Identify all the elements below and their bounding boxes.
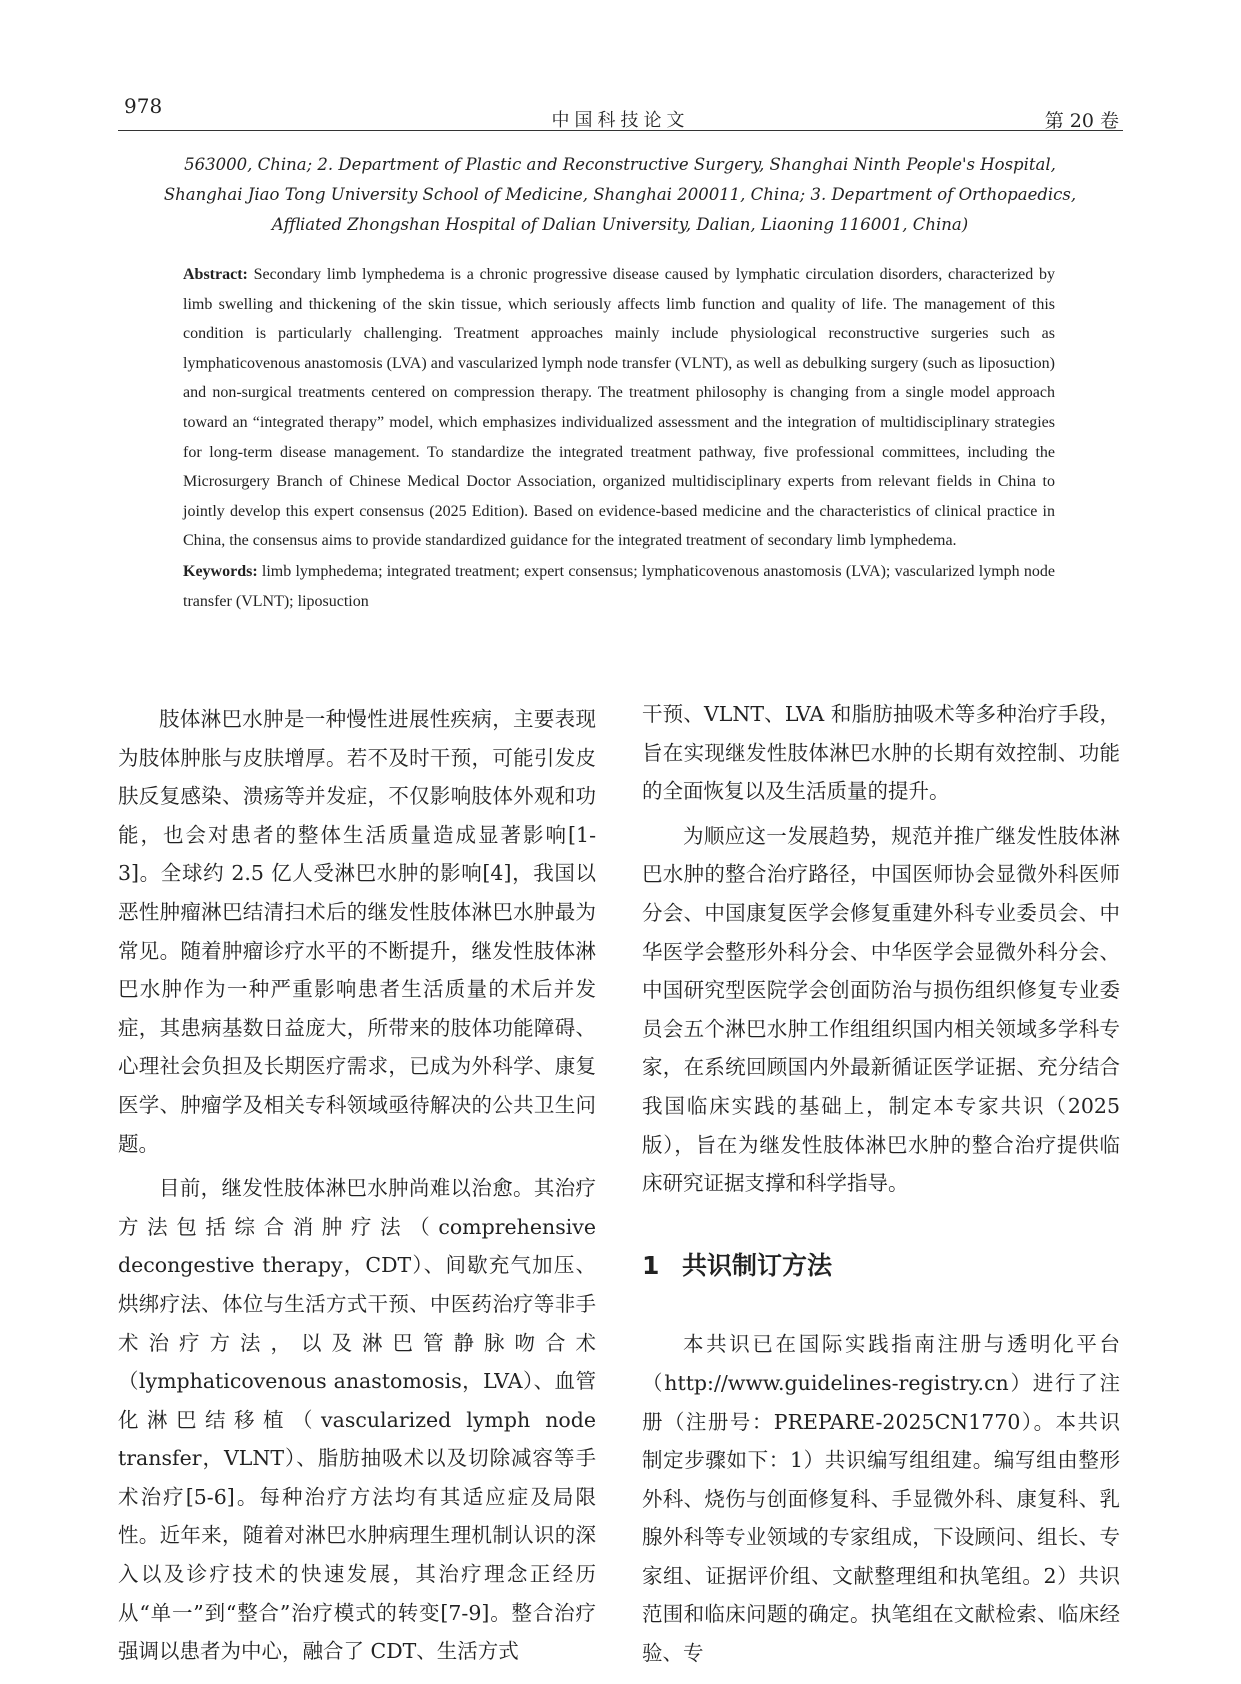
affiliation-line: 563000, China; 2. Department of Plastic and Reconstructive Surgery, Shanghai Ninth People's Hospital, xyxy=(184,155,1056,174)
abstract-label: Abstract: xyxy=(183,266,248,283)
body-paragraph: 为顺应这一发展趋势，规范并推广继发性肢体淋巴水肿的整合治疗路径，中国医师协会显微外科医师分会、中国康复医学会修复重建外科专业委员会、中华医学会整形外科分会、中华医学会显微外科分会、中国研究型医院学会创面防治与损伤组织修复专业委员会五个淋巴水肿工作组组织国内相关领域多学科专家，在系统回顾国内外最新循证医学证据、充分结合我国临床实践的基础上，制定本专家共识（2025 版），旨在为继发性肢体淋巴水肿的整合治疗提供临床研究证据支撑和科学指导。 xyxy=(642,823,1120,1196)
page-number: 978 xyxy=(124,94,163,118)
left-column xyxy=(118,700,596,1671)
affiliation-line: Shanghai Jiao Tong University School of Medicine, Shanghai 200011, China; 3. Department of Orthopaedics, xyxy=(163,185,1077,204)
body-paragraph-continued: 干预、VLNT、LVA 和脂肪抽吸术等多种治疗手段，旨在实现继发性肢体淋巴水肿的长期有效控制、功能的全面恢复以及生活质量的提升。 xyxy=(642,702,1120,804)
body-paragraph: 目前，继发性肢体淋巴水肿尚难以治愈。其治疗方法包括综合消肿疗法（comprehensive decongestive therapy，CDT）、间歇充气加压、烘绑疗法、体位与生活方式干预、中医药治疗等非手术治疗方法，以及淋巴管静脉吻合术（lymphaticovenous anastomosis，LVA）、血管化淋巴结移植（vascularized lymph node transfer，VLNT）、脂肪抽吸术以及切除减容等手术治疗[5-6]。每种治疗方法均有其适应症及局限性。近年来，随着对淋巴水肿病理生理机制认识的深入以及诊疗技术的快速发展，其治疗理念正经历从“单一”到“整合”治疗模式的转变[7-9]。整合治疗强调以患者为中心，融合了 CDT、生活方式 xyxy=(118,1176,596,1664)
right-column xyxy=(642,695,1120,1673)
volume-label: 第 20 卷 xyxy=(1044,110,1119,132)
abstract-paragraph xyxy=(183,260,1055,556)
english-abstract xyxy=(183,260,1055,616)
section-number: 1 xyxy=(642,1250,660,1280)
abstract-text: Secondary limb lymphedema is a chronic progressive disease caused by lymphatic circulation disorders, characterized by limb swelling and thickening of the skin tissue, which seriously affects limb function and quality of life. The management of this condition is particularly challenging. Treatment approaches mainly include physiological reconstructive surgeries such as lymphaticovenous anastomosis (LVA) and vascularized lymph node transfer (VLNT), as well as debulking surgery (such as liposuction) and non-surgical treatments centered on compression therapy. The treatment philosophy is changing from a single model approach toward an “integrated therapy” model, which emphasizes individualized assessment and the integration of multidisciplinary strategies for long-term disease management. To standardize the integrated treatment pathway, five professional committees, including the Microsurgery Branch of Chinese Medical Doctor Association, organized multidisciplinary experts from relevant fields in China to jointly develop this expert consensus (2025 Edition). Based on evidence-based medicine and the characteristics of clinical practice in China, the consensus aims to provide standardized guidance for the integrated treatment of secondary limb lymphedema. xyxy=(183,266,1055,550)
body-paragraph: 肢体淋巴水肿是一种慢性进展性疾病，主要表现为肢体肿胀与皮肤增厚。若不及时干预，可能引发皮肤反复感染、溃疡等并发症，不仅影响肢体外观和功能，也会对患者的整体生活质量造成显著影响[1-3]。全球约 2.5 亿人受淋巴水肿的影响[4]，我国以恶性肿瘤淋巴结清扫术后的继发性肢体淋巴水肿最为常见。随着肿瘤诊疗水平的不断提升，继发性肢体淋巴水肿作为一种严重影响患者生活质量的术后并发症，其患病基数日益庞大，所带来的肢体功能障碍、心理社会负担及长期医疗需求，已成为外科学、康复医学、肿瘤学及相关专科领域亟待解决的公共卫生问题。 xyxy=(118,707,596,1156)
affiliations xyxy=(150,150,1090,240)
keywords-text: limb lymphedema; integrated treatment; expert consensus; lymphaticovenous anastomosis (LVA); vascularized lymph node transfer (VLNT); liposuction xyxy=(183,562,1055,610)
running-header xyxy=(118,90,1123,131)
journal-title: 中国科技论文 xyxy=(551,110,690,131)
section-heading xyxy=(642,1247,1120,1286)
affiliation-line: Affliated Zhongshan Hospital of Dalian University, Dalian, Liaoning 116001, China) xyxy=(271,215,969,234)
keywords-paragraph xyxy=(183,557,1055,616)
body-paragraph: 本共识已在国际实践指南注册与透明化平台（http://www.guidelines-registry.cn）进行了注册（注册号：PREPARE-2025CN1770）。本共识制定步骤如下：1）共识编写组组建。编写组由整形外科、烧伤与创面修复科、手显微外科、康复科、乳腺外科等专业领域的专家组成，下设顾问、组长、专家组、证据评价组、文献整理组和执笔组。2）共识范围和临床问题的确定。执笔组在文献检索、临床经验、专 xyxy=(642,1332,1120,1666)
section-title: 共识制订方法 xyxy=(682,1250,833,1280)
keywords-label: Keywords: xyxy=(183,562,258,580)
